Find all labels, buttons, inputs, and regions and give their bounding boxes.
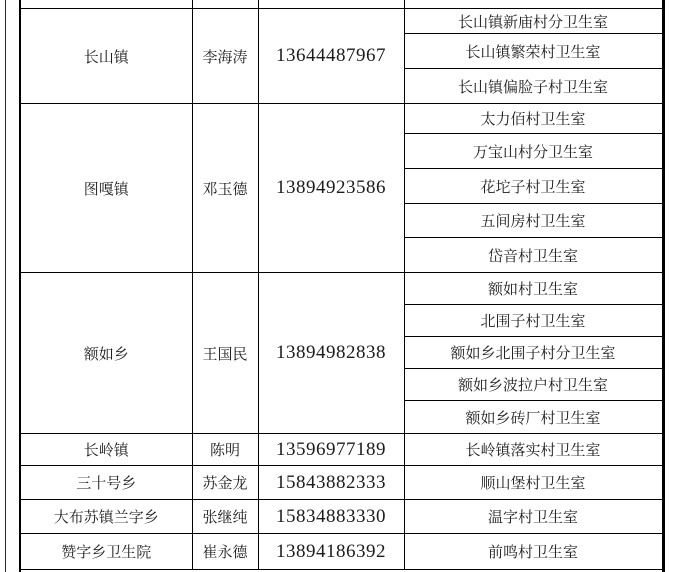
- clinic-cell: 长山镇繁荣村卫生室: [404, 34, 662, 69]
- phone-cell: 13894923586: [258, 104, 404, 273]
- contact-cell: 李海涛: [192, 9, 258, 104]
- clinic-cell: 北围子村卫生室: [404, 305, 662, 337]
- contact-cell: 崔永德: [192, 534, 258, 570]
- page-edge-line: [5, 0, 6, 572]
- contact-cell: 苏金龙: [192, 466, 258, 500]
- table-row: [21, 273, 662, 305]
- table-outer-right-border: [662, 0, 665, 572]
- town-cell: 三十号乡: [21, 466, 192, 500]
- clinic-cell: 顺山堡村卫生室: [404, 466, 662, 500]
- table-row: [21, 466, 662, 500]
- clinic-cell: 长山镇偏脸子村卫生室: [404, 69, 662, 104]
- table-row: [21, 104, 662, 134]
- clinic-cell: 额如乡北围子村分卫生室: [404, 337, 662, 369]
- contact-cell: 邓玉德: [192, 104, 258, 273]
- clinic-cell: 长岭镇落实村卫生室: [404, 434, 662, 466]
- phone-cell: 13596977189: [258, 434, 404, 466]
- cutoff-row-border: [192, 0, 193, 8]
- clinic-cell: 岱音村卫生室: [404, 238, 662, 273]
- phone-cell: 13644487967: [258, 9, 404, 104]
- town-cell: 长岭镇: [21, 434, 192, 466]
- clinic-cell: 额如村卫生室: [404, 273, 662, 305]
- cutoff-row-border: [258, 0, 259, 8]
- clinic-cell: 额如乡波拉户村卫生室: [404, 369, 662, 401]
- contact-cell: 王国民: [192, 273, 258, 434]
- cutoff-row-border: [404, 0, 405, 8]
- clinic-cell: 花坨子村卫生室: [404, 169, 662, 204]
- table-row: [21, 9, 662, 34]
- clinic-cell: 长山镇新庙村分卫生室: [404, 9, 662, 34]
- phone-cell: 15834883330: [258, 500, 404, 534]
- contact-cell: 张继纯: [192, 500, 258, 534]
- clinic-cell: 太力佰村卫生室: [404, 104, 662, 134]
- clinic-cell: 额如乡砖厂村卫生室: [404, 401, 662, 434]
- table-row: [21, 534, 662, 570]
- clinic-directory-table: [21, 8, 663, 570]
- town-cell: 图嘎镇: [21, 104, 192, 273]
- table-outer-left-border: [19, 0, 21, 572]
- clinic-cell: 温字村卫生室: [404, 500, 662, 534]
- table-row: [21, 500, 662, 534]
- phone-cell: 15843882333: [258, 466, 404, 500]
- table-row: [21, 434, 662, 466]
- town-cell: 赞字乡卫生院: [21, 534, 192, 570]
- town-cell: 大布苏镇兰字乡: [21, 500, 192, 534]
- town-cell: 额如乡: [21, 273, 192, 434]
- contact-cell: 陈明: [192, 434, 258, 466]
- phone-cell: 13894186392: [258, 534, 404, 570]
- clinic-cell: 万宝山村分卫生室: [404, 134, 662, 169]
- town-cell: 长山镇: [21, 9, 192, 104]
- clinic-cell: 前鸣村卫生室: [404, 534, 662, 570]
- clinic-cell: 五间房村卫生室: [404, 204, 662, 238]
- phone-cell: 13894982838: [258, 273, 404, 434]
